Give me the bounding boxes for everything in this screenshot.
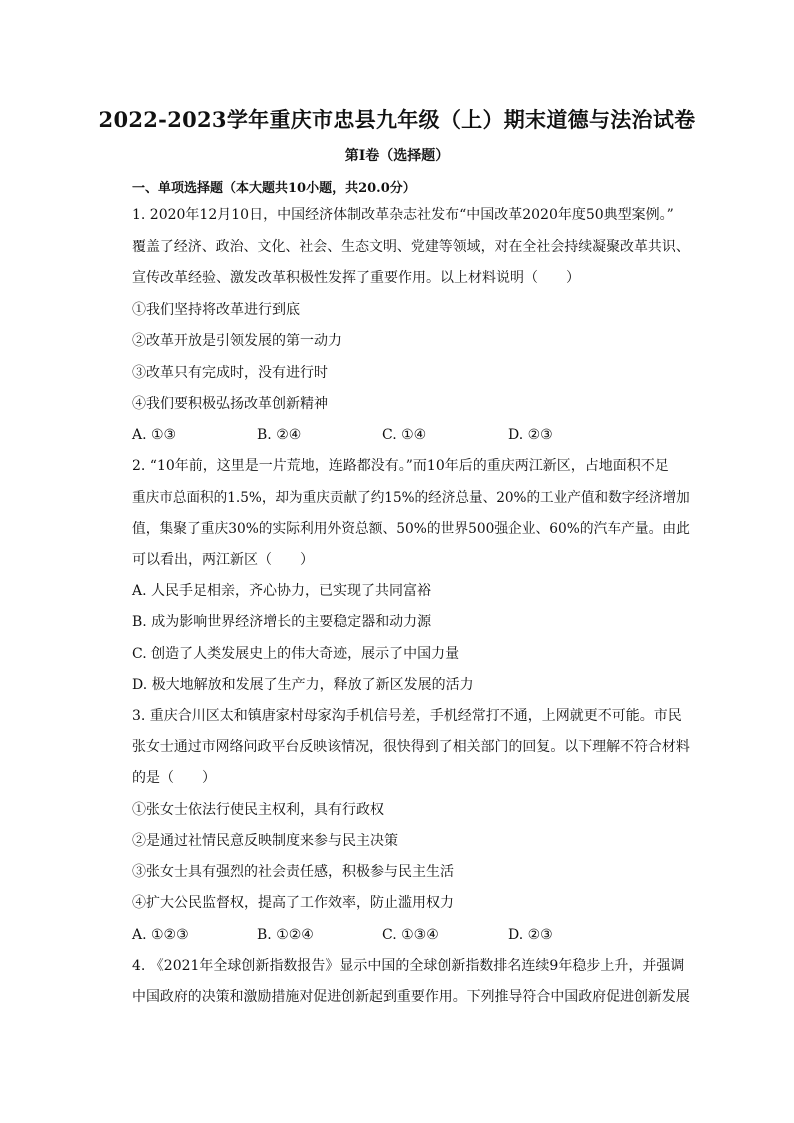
q3-option-b[interactable]: B. ①②④: [257, 927, 314, 943]
q2-stem-line: 2. “10年前，这里是一片荒地，连路都没有。”而10年后的重庆两江新区，占地面积不足: [132, 458, 669, 474]
q4-stem-line: 中国政府的决策和激励措施对促进创新起到重要作用。下列推导符合中国政府促进创新发展: [132, 989, 690, 1005]
q2-stem-line: 值，集聚了重庆30%的实际利用外资总额、50%的世界500强企业、60%的汽车产量。由此: [132, 521, 690, 537]
q3-stem-line: 张女士通过市网络问政平台反映该情况，很快得到了相关部门的回复。以下理解不符合材料: [132, 739, 690, 755]
q1-stem-line: 宣传改革经验、激发改革积极性发挥了重要作用。以上材料说明（ ）: [132, 270, 580, 286]
q1-item: ①我们坚持将改革进行到底: [132, 302, 300, 318]
q2-stem-line: 可以看出，两江新区（ ）: [132, 552, 314, 568]
q3-stem-line: 3. 重庆合川区太和镇唐家村母家沟手机信号差，手机经常打不通，上网就更不可能。市民: [132, 708, 682, 724]
part-title: 第Ⅰ卷（选择题）: [344, 148, 450, 164]
q3-item: ③张女士具有强烈的社会责任感，积极参与民主生活: [132, 864, 454, 880]
q1-item: ④我们要积极弘扬改革创新精神: [132, 396, 328, 412]
exam-title: 2022-2023学年重庆市忠县九年级（上）期末道德与法治试卷: [98, 107, 696, 132]
q1-item: ③改革只有完成时，没有进行时: [132, 365, 328, 381]
q2-option-a[interactable]: A. 人民手足相亲，齐心协力，已实现了共同富裕: [132, 583, 432, 599]
q3-option-a[interactable]: A. ①②③: [132, 927, 189, 943]
q1-option-b[interactable]: B. ②④: [257, 427, 302, 443]
q4-stem-line: 4. 《2021年全球创新指数报告》显示中国的全球创新指数排名连续9年稳步上升，并强调: [132, 958, 685, 974]
section-heading: 一、单项选择题（本大题共10小题，共20.0分）: [132, 181, 416, 196]
q3-option-c[interactable]: C. ①③④: [382, 927, 439, 943]
q1-stem-line: 覆盖了经济、政治、文化、社会、生态文明、党建等领域，对在全社会持续凝聚改革共识、: [132, 239, 690, 255]
q2-stem-line: 重庆市总面积的1.5%，却为重庆贡献了约15%的经济总量、20%的工业产值和数字经济增加: [132, 490, 690, 506]
q2-option-d[interactable]: D. 极大地解放和发展了生产力，释放了新区发展的活力: [132, 677, 474, 693]
q1-item: ②改革开放是引领发展的第一动力: [132, 333, 342, 349]
q3-item: ④扩大公民监督权，提高了工作效率，防止滥用权力: [132, 895, 454, 911]
q3-item: ②是通过社情民意反映制度来参与民主决策: [132, 833, 398, 849]
q1-stem-line: 1. 2020年12月10日，中国经济体制改革杂志社发布“中国改革2020年度50典型案例。”: [132, 207, 674, 223]
q1-option-a[interactable]: A. ①③: [132, 427, 177, 443]
q2-option-b[interactable]: B. 成为影响世界经济增长的主要稳定器和动力源: [132, 614, 432, 630]
q3-item: ①张女士依法行使民主权利，具有行政权: [132, 802, 384, 818]
q2-option-c[interactable]: C. 创造了人类发展史上的伟大奇迹，展示了中国力量: [132, 646, 460, 662]
q1-option-c[interactable]: C. ①④: [382, 427, 427, 443]
q3-option-d[interactable]: D. ②③: [508, 927, 553, 943]
q1-option-d[interactable]: D. ②③: [508, 427, 553, 443]
q3-stem-line: 的是（ ）: [132, 770, 216, 786]
